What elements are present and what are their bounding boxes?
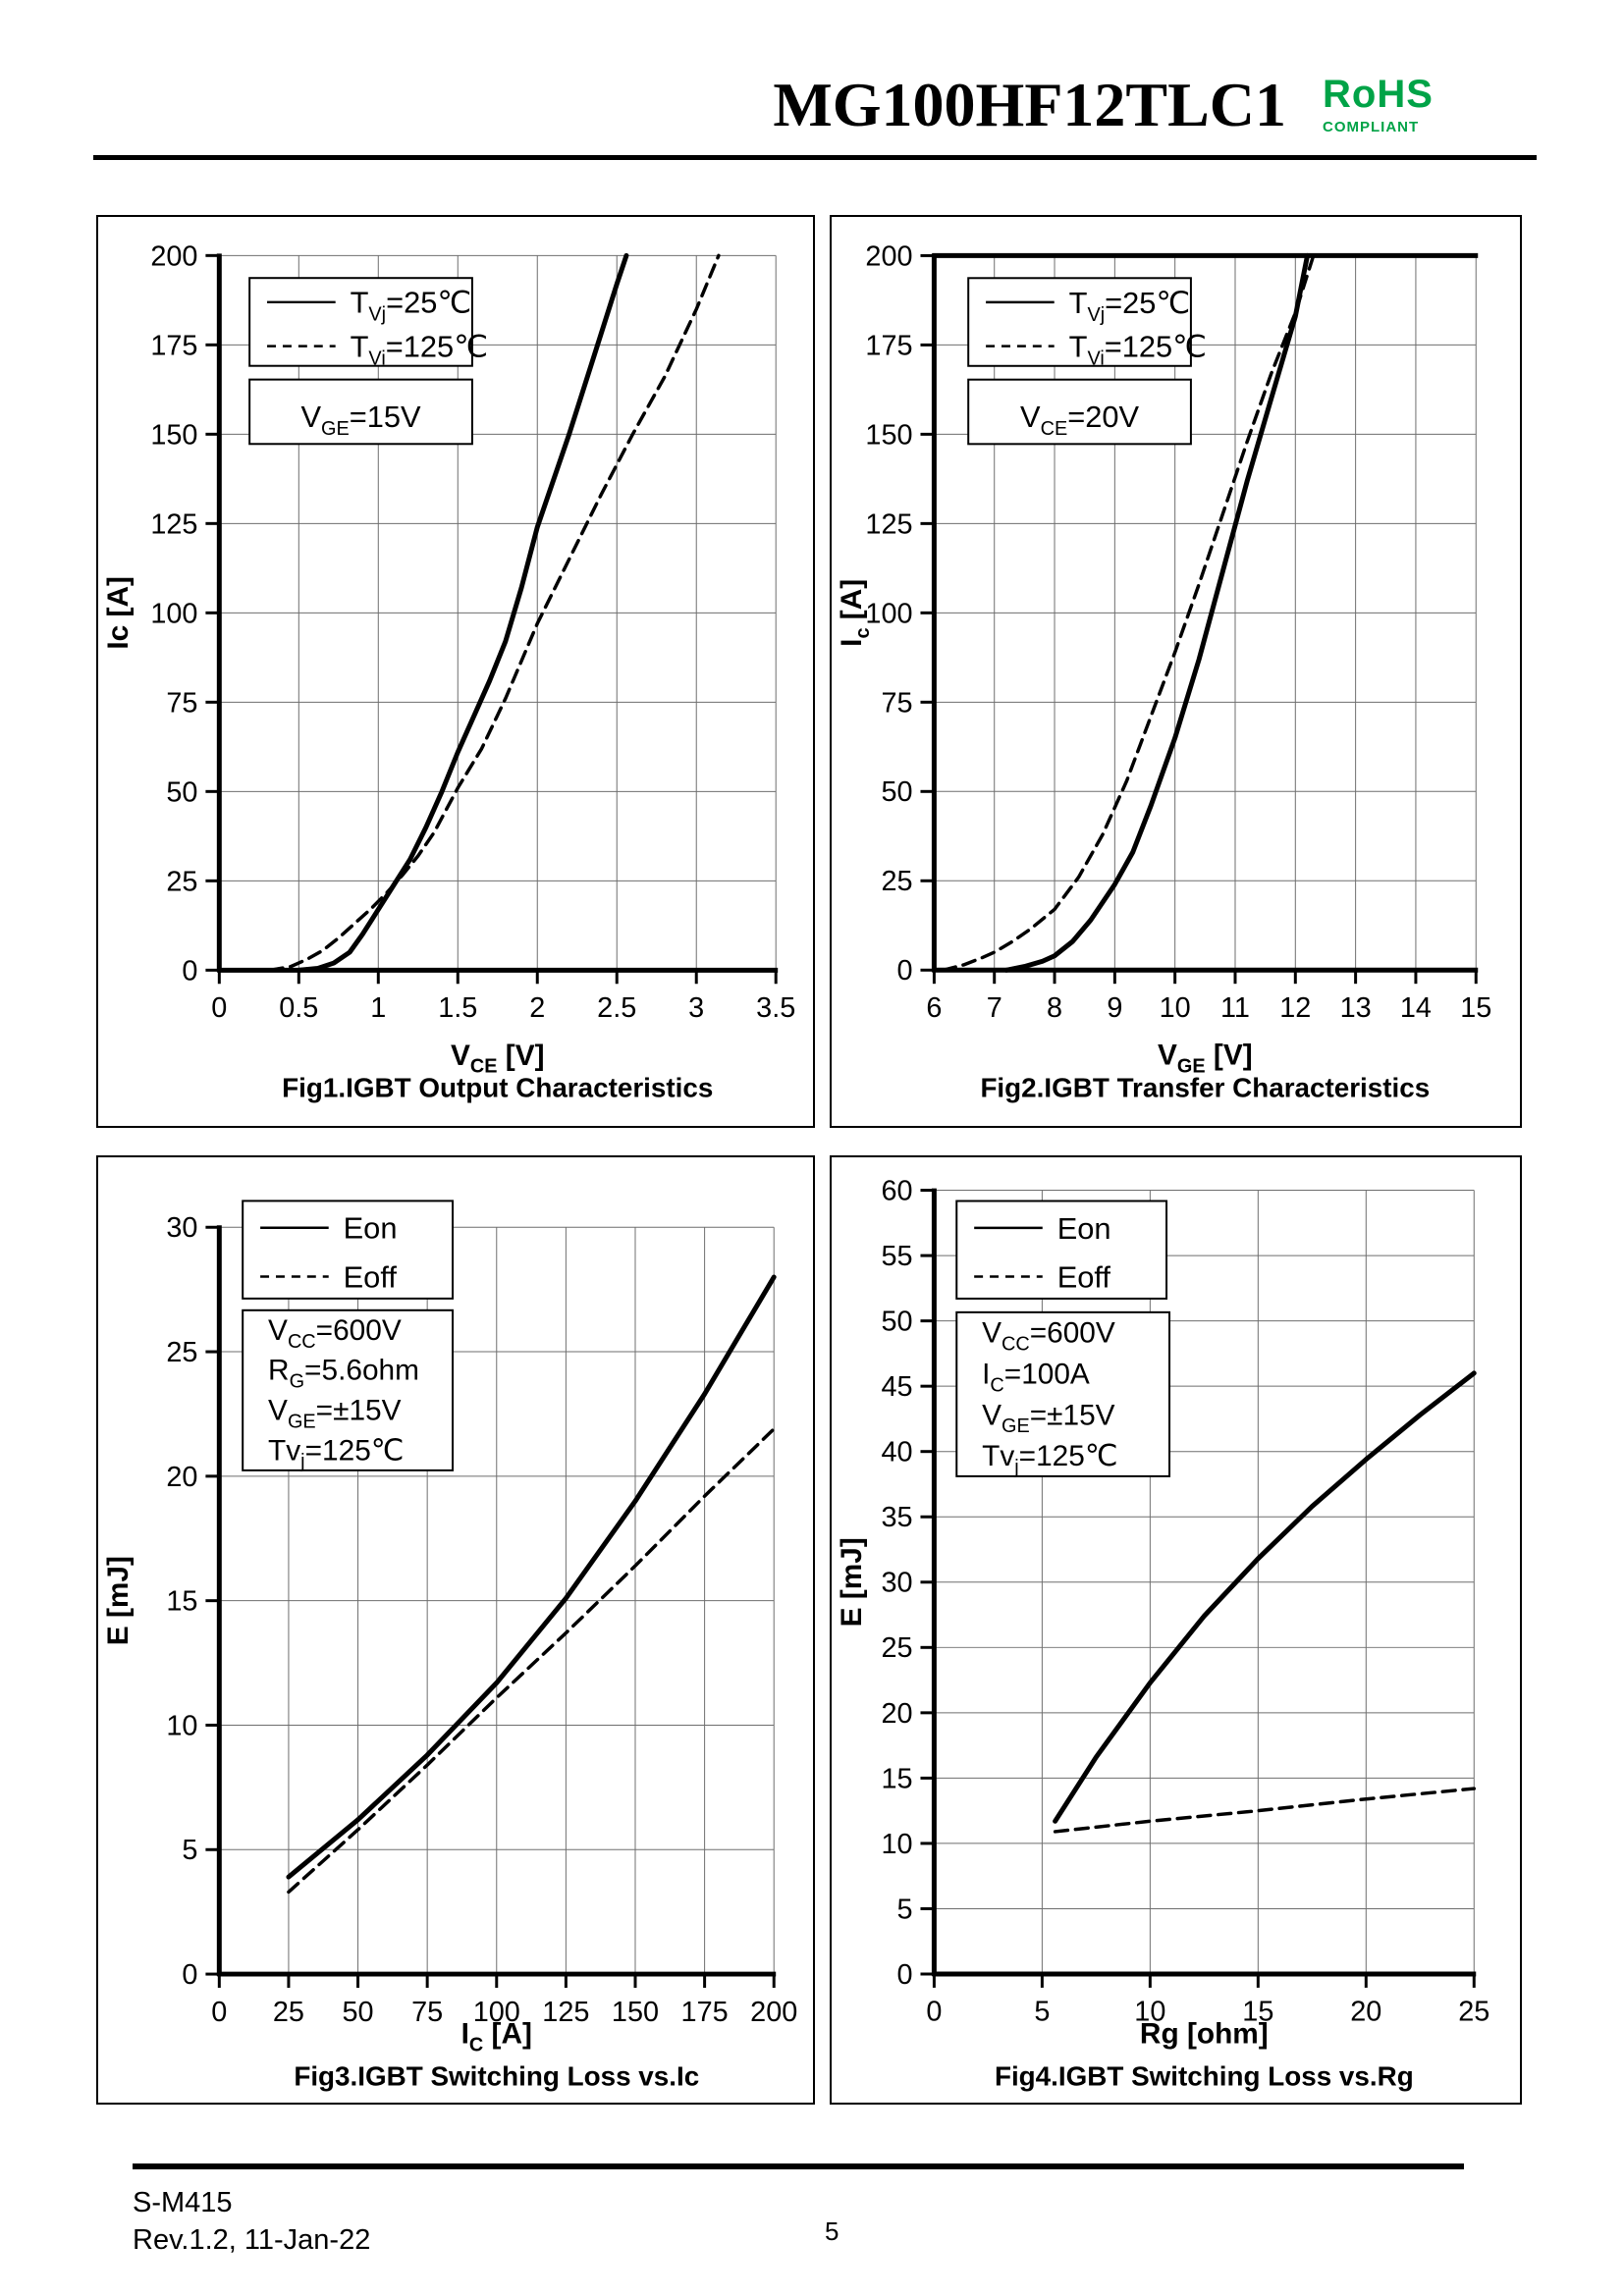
fig3-legend [243, 1201, 453, 1298]
fig4-xlabel: Rg [ohm] [1139, 2017, 1269, 2051]
fig1-ytick-200: 200 [150, 240, 198, 273]
footer-rule [133, 2163, 1464, 2169]
fig1-ylabel: Ic [A] [101, 576, 135, 650]
fig4-ytick-35: 35 [881, 1502, 913, 1534]
fig3-legend-label-1: Eoff [343, 1259, 397, 1295]
fig2-ytick-50: 50 [881, 776, 913, 809]
fig4-condition-1: $I_C=100A$ [982, 1358, 1090, 1397]
fig4-xtick-25: 25 [1458, 1996, 1490, 2028]
fig1-ytick-0: 0 [182, 955, 198, 988]
fig4-ytick-55: 55 [881, 1241, 913, 1273]
fig3-condition-3: $Tv_j=125℃$ [268, 1434, 405, 1473]
header-rule [93, 155, 1537, 160]
fig2-xtick-14: 14 [1399, 991, 1432, 1024]
fig4-ytick-40: 40 [881, 1436, 913, 1468]
fig2-legend-label-1: $T_{Vi}=125℃$ [1068, 329, 1207, 370]
fig1-output-characteristics-box [96, 215, 815, 1128]
fig2-ytick-75: 75 [881, 687, 913, 720]
fig1-chart [98, 217, 813, 1126]
fig4-ytick-5: 5 [896, 1894, 913, 1926]
fig2-legend [968, 278, 1207, 369]
fig3-series-Eoff [289, 1429, 774, 1893]
fig1-condition-0: $V_{GE}=15V$ [300, 400, 421, 441]
fig3-xtick-75: 75 [411, 1996, 444, 2028]
fig1-conditions [249, 380, 472, 445]
fig1-legend-label-1: $T_{Vi}=125℃$ [350, 329, 488, 370]
fig4-ytick-10: 10 [881, 1828, 913, 1860]
fig3-xtick-25: 25 [272, 1996, 304, 2028]
fig4-grid [934, 1191, 1474, 1974]
fig2-ytick-25: 25 [881, 866, 913, 898]
fig4-condition-0: $V_{CC}=600V$ [982, 1316, 1115, 1356]
fig4-xtick-0: 0 [926, 1996, 943, 2028]
fig4-chart [832, 1157, 1520, 2103]
fig1-xlabel: $V_{CE}$ [V] [450, 1039, 545, 1078]
fig1-xtick-2: 2 [529, 992, 546, 1025]
fig4-xtick-5: 5 [1034, 1996, 1051, 2028]
fig2-chart [832, 217, 1520, 1126]
fig4-condition-3: $Tv_j=125℃$ [982, 1440, 1118, 1478]
fig2-xtick-7: 7 [986, 991, 1002, 1024]
footer-page-number: 5 [825, 2216, 839, 2246]
fig1-xtick-2.5: 2.5 [597, 992, 637, 1025]
fig3-condition-2: $V_{GE}=\pm 15V$ [268, 1394, 402, 1433]
fig4-ylabel: E [mJ] [835, 1537, 868, 1628]
footer [133, 2184, 370, 2259]
fig1-caption: Fig1.IGBT Output Characteristics [282, 1072, 714, 1103]
fig4-ytick-45: 45 [881, 1371, 913, 1404]
fig2-xtick-15: 15 [1460, 991, 1492, 1024]
fig3-xtick-50: 50 [342, 1996, 374, 2028]
fig1-xtick-1.5: 1.5 [438, 992, 478, 1025]
fig3-xtick-100: 100 [472, 1996, 520, 2028]
fig3-xlabel: $I_C$ [A] [460, 2017, 532, 2056]
fig3-ytick-20: 20 [166, 1461, 198, 1493]
fig3-condition-1: $R_G=5.6ohm$ [268, 1354, 419, 1393]
fig3-ytick-15: 15 [166, 1585, 198, 1618]
fig3-condition-0: $V_{CC}=600V$ [268, 1313, 402, 1353]
fig3-xtick-0: 0 [211, 1996, 228, 2028]
fig4-ytick-20: 20 [881, 1697, 913, 1730]
fig1-ytick-25: 25 [166, 866, 198, 898]
footer-doc-number: S-M415 [133, 2187, 233, 2218]
fig2-ytick-125: 125 [865, 508, 913, 541]
fig1-ytick-150: 150 [150, 419, 198, 452]
fig2-transfer-characteristics-box [830, 215, 1522, 1128]
fig3-ytick-0: 0 [182, 1959, 198, 1992]
page-title: MG100HF12TLC1 [773, 70, 1286, 139]
fig2-caption: Fig2.IGBT Transfer Characteristics [980, 1072, 1431, 1103]
fig1-ytick-100: 100 [150, 598, 198, 630]
fig4-caption: Fig4.IGBT Switching Loss vs.Rg [994, 2060, 1414, 2092]
fig2-xtick-10: 10 [1159, 991, 1191, 1024]
fig2-ytick-150: 150 [865, 419, 913, 452]
fig2-legend-label-0: $T_{Vj}=25℃$ [1068, 285, 1191, 326]
fig2-ytick-100: 100 [865, 598, 913, 630]
fig3-caption: Fig3.IGBT Switching Loss vs.Ic [294, 2060, 700, 2092]
fig3-switching-loss-vs-ic-box [96, 1155, 815, 2105]
fig2-ytick-200: 200 [865, 240, 913, 273]
fig1-ytick-175: 175 [150, 330, 198, 362]
fig2-ytick-175: 175 [865, 330, 913, 362]
fig2-xtick-6: 6 [926, 991, 943, 1024]
fig3-ytick-10: 10 [166, 1710, 198, 1742]
fig3-xtick-200: 200 [750, 1996, 798, 2028]
footer-revision: Rev.1.2, 11-Jan-22 [133, 2224, 371, 2256]
fig1-ytick-125: 125 [150, 508, 198, 541]
fig3-chart [98, 1157, 813, 2103]
fig1-xtick-1: 1 [370, 992, 387, 1025]
fig2-xtick-8: 8 [1047, 991, 1063, 1024]
fig3-xtick-175: 175 [680, 1996, 729, 2028]
fig3-legend-label-0: Eon [343, 1210, 398, 1246]
fig4-ytick-50: 50 [881, 1306, 913, 1338]
fig3-ytick-5: 5 [182, 1835, 198, 1867]
fig1-legend [249, 278, 488, 369]
fig1-ytick-50: 50 [166, 776, 198, 809]
fig3-xtick-150: 150 [611, 1996, 660, 2028]
fig4-axes [881, 1175, 1489, 2027]
fig4-legend-label-1: Eoff [1056, 1259, 1110, 1295]
rohs-text: RoHS [1323, 73, 1434, 116]
fig4-xtick-20: 20 [1350, 1996, 1382, 2028]
fig4-xtick-10: 10 [1134, 1996, 1166, 2028]
fig4-series-Eoff [1056, 1789, 1475, 1832]
fig4-ytick-15: 15 [881, 1763, 913, 1795]
fig1-xtick-3: 3 [688, 992, 705, 1025]
fig2-conditions [968, 380, 1191, 445]
fig1-xtick-3.5: 3.5 [756, 992, 796, 1025]
fig4-legend [956, 1201, 1166, 1298]
fig1-ytick-75: 75 [166, 687, 198, 720]
fig2-ytick-0: 0 [896, 955, 913, 988]
fig4-condition-2: $V_{GE}=\pm 15V$ [982, 1399, 1115, 1438]
fig4-ytick-60: 60 [881, 1175, 913, 1207]
fig2-xtick-12: 12 [1279, 991, 1312, 1024]
fig4-conditions [956, 1312, 1169, 1478]
fig3-xtick-125: 125 [542, 1996, 590, 2028]
fig4-legend-label-0: Eon [1056, 1210, 1111, 1246]
fig1-xtick-0: 0 [211, 992, 228, 1025]
rohs-logo [1323, 75, 1480, 134]
rohs-compliant-text: COMPLIANT [1323, 119, 1420, 135]
fig4-ytick-0: 0 [896, 1958, 913, 1991]
fig1-xtick-0.5: 0.5 [279, 992, 319, 1025]
fig4-switching-loss-vs-rg-box [830, 1155, 1522, 2105]
fig4-ytick-25: 25 [881, 1632, 913, 1665]
fig2-ylabel: $I_c$ [A] [835, 578, 874, 647]
fig3-ylabel: E [mJ] [101, 1556, 135, 1646]
fig2-xtick-11: 11 [1220, 991, 1250, 1024]
fig2-xtick-13: 13 [1339, 991, 1372, 1024]
fig4-ytick-30: 30 [881, 1567, 913, 1599]
fig4-xtick-15: 15 [1242, 1996, 1274, 2028]
fig2-xtick-9: 9 [1107, 991, 1123, 1024]
fig3-ytick-25: 25 [166, 1337, 198, 1369]
fig3-conditions [243, 1310, 453, 1472]
fig2-xlabel: $V_{GE}$ [V] [1158, 1039, 1253, 1078]
fig3-ytick-30: 30 [166, 1212, 198, 1245]
fig2-condition-0: $V_{CE}=20V$ [1020, 400, 1140, 441]
fig1-legend-label-0: $T_{Vj}=25℃$ [350, 285, 472, 326]
